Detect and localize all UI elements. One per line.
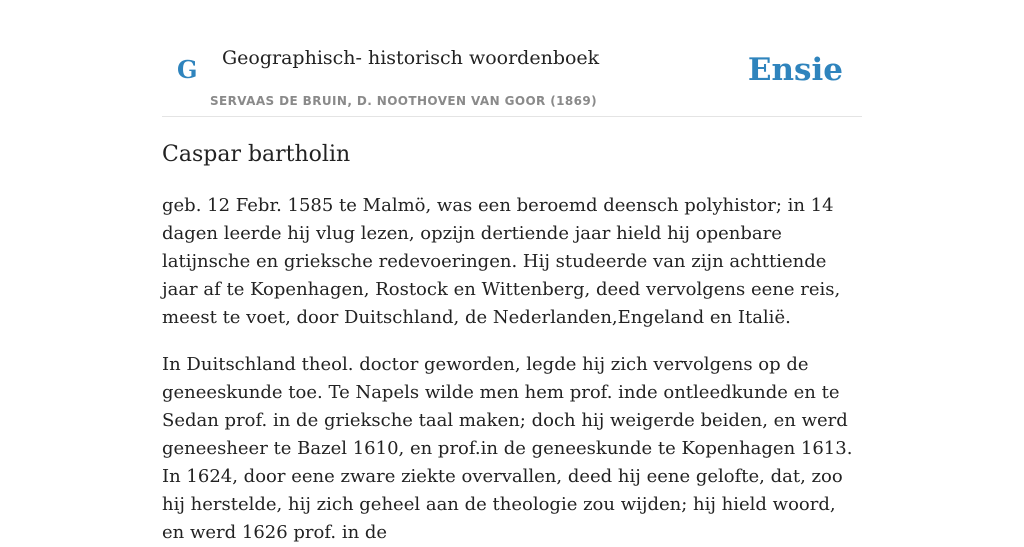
entry-paragraph-2: In Duitschland theol. doctor geworden, legde hij zich vervolgens op de geneeskunde toe. Te Napels wilde men hem prof. inde ontleedkunde en te Sedan prof. in de grieksche taal maken; doch hij weigerde beiden, en werd geneesheer te Bazel 1610, en prof.in de geneeskunde te Kopenhagen 1613. In 1624, door eene zware ziekte overvallen, deed hij eene gelofte, dat, zoo hij herstelde, hij zich geheel aan de theologie zou wijden; hij hield woord, en werd 1626 prof. in de [162,354,853,543]
entry-title: Caspar bartholin [162,142,351,167]
entry-paragraph-1: geb. 12 Febr. 1585 te Malmö, was een beroemd deensch polyhistor; in 14 dagen leerde hij vlug lezen, opzijn dertiende jaar hield hij openbare latijnsche en grieksche redevoeringen. Hij studeerde van zijn achttiende jaar af te Kopenhagen, Rostock en Wittenberg, deed vervolgens eene reis, meest te voet, door Duitschland, de Nederlanden,Engeland en Italië. [162,195,841,328]
ensie-logo-link[interactable]: Ensie [747,52,843,88]
book-title-link[interactable]: Geographisch- historisch woordenboek [222,47,600,69]
entry-content [162,138,862,547]
header [162,0,862,117]
book-authors: SERVAAS DE BRUIN, D. NOOTHOVEN VAN GOOR (1869) [210,94,598,108]
book-logo-icon[interactable]: G [177,55,198,84]
